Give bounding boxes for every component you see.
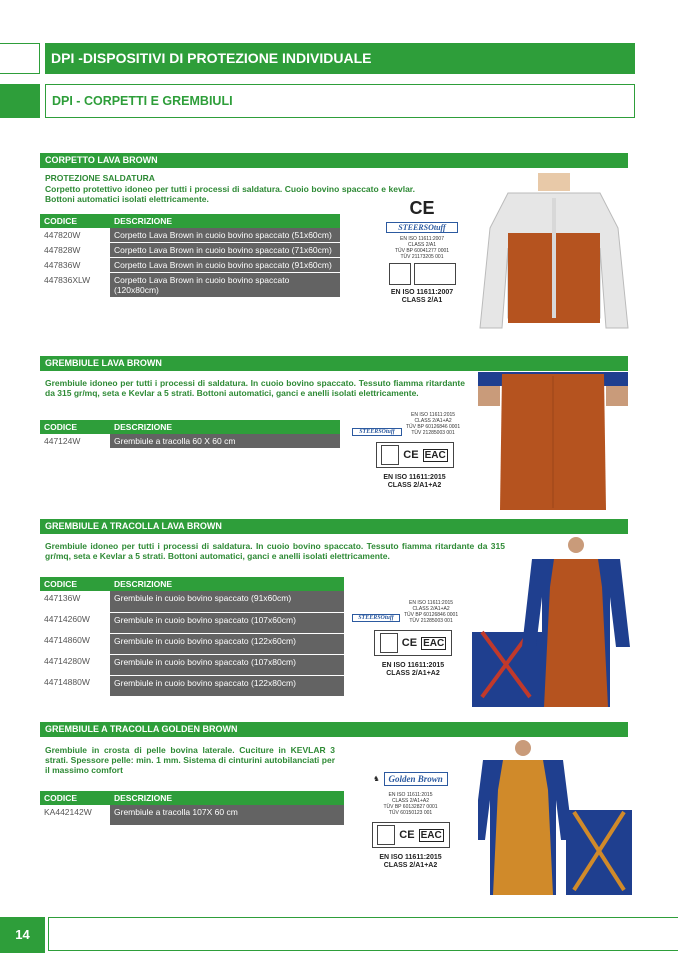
table-row xyxy=(40,612,344,633)
product-image-bib-apron xyxy=(470,537,630,707)
page-subtitle: DPI - CORPETTI E GREMBIULI xyxy=(45,84,635,118)
product-code: 447836XLW xyxy=(44,274,91,285)
section-title: CORPETTO LAVA BROWN xyxy=(40,153,628,168)
eac-mark: EAC xyxy=(424,449,446,461)
product-desc: Grembiule in cuoio bovino spaccato (122x80cm) xyxy=(110,675,344,696)
cert-line: TÜV 21173205 001 xyxy=(400,254,444,260)
cert-block xyxy=(372,198,472,305)
class-label: CLASS 2/A1+A2 xyxy=(387,482,442,489)
cert-block xyxy=(352,412,477,490)
bull-logo-icon: ♞ xyxy=(373,776,380,783)
standard-label: EN ISO 11611:2015 xyxy=(381,662,445,669)
class-label: CLASS 2/A1+A2 xyxy=(386,670,440,677)
cert-line: TÜV 21285003 001 xyxy=(409,618,453,624)
cert-line: CLASS 2/A1+A2 xyxy=(414,418,452,424)
cert-line: TÜV 60150123 001 xyxy=(388,810,433,816)
product-code: KA442142W xyxy=(44,807,92,817)
section-description: Grembiule idoneo per tutti i processi di saldatura. In cuoio bovino spaccato. Tessuto fiamma ritardante da 315 gr/mq, seta e Kevlar a 5 strati. Bottoni automatici, ganci e anelli isolati elettricamente. xyxy=(45,541,505,561)
product-desc: Grembiule a tracolla 107X 60 cm xyxy=(110,805,344,825)
product-desc: Grembiule in cuoio bovino spaccato (107x60cm) xyxy=(110,612,344,633)
cert-line: TÜV BP 60126846 0001 xyxy=(404,612,459,618)
product-table xyxy=(40,214,340,298)
product-desc: Corpetto Lava Brown in cuoio bovino spaccato (91x60cm) xyxy=(110,258,340,273)
brand-logo: Golden Brown xyxy=(384,772,448,786)
section-description: Corpetto protettivo idoneo per tutti i processi di saldatura. Cuoio bovino spaccato e kevlar. Bottoni automatici isolati elettricamente. xyxy=(45,184,415,204)
table-row xyxy=(40,273,340,298)
col-code-header: CODICE xyxy=(40,791,110,805)
cert-block xyxy=(348,772,473,870)
product-desc: Corpetto Lava Brown in cuoio bovino spaccato (71x60cm) xyxy=(110,243,340,258)
col-code-header: CODICE xyxy=(40,420,110,434)
product-image-jacket xyxy=(478,168,630,338)
cert-line: CLASS 2/A1+A2 xyxy=(391,798,430,804)
product-code: 44714880W xyxy=(44,677,90,687)
section-subheading: PROTEZIONE SALDATURA xyxy=(45,173,155,183)
section-title: GREMBIULE LAVA BROWN xyxy=(40,356,628,371)
table-row xyxy=(40,633,344,654)
product-table xyxy=(40,791,344,826)
table-row xyxy=(40,434,340,449)
standard-label: EN ISO 11611:2007 xyxy=(390,289,454,296)
brand-logo: STEERSOtuff xyxy=(352,428,402,436)
cert-line: TÜV BP 60132827 0001 xyxy=(383,804,438,810)
table-row xyxy=(40,591,344,612)
col-desc-header: DESCRIZIONE xyxy=(110,577,344,591)
product-desc: Grembiule in cuoio bovino spaccato (91x60cm) xyxy=(110,591,344,612)
cert-line: EN ISO 11611:2007 xyxy=(399,236,444,242)
pictogram-row xyxy=(372,263,472,285)
table-row xyxy=(40,805,344,825)
welding-pictogram-icon xyxy=(380,633,398,653)
product-code: 44714260W xyxy=(44,614,90,624)
pictogram-row xyxy=(372,822,450,848)
section-description: Grembiule in crosta di pelle bovina laterale. Cuciture in KEVLAR 3 strati. Spessore pelle: min. 1 mm. Sistema di cinturini autobilanciati per il massimo comfort xyxy=(45,745,335,775)
welding-pictogram-icon xyxy=(377,825,395,845)
welding-pictogram-icon xyxy=(389,263,411,285)
col-desc-header: DESCRIZIONE xyxy=(110,791,344,805)
header-left-block xyxy=(0,84,40,118)
product-desc: Corpetto Lava Brown in cuoio bovino spaccato (120x80cm) xyxy=(110,273,340,298)
product-code: 447820W xyxy=(44,230,81,240)
product-desc: Grembiule in cuoio bovino spaccato (122x60cm) xyxy=(110,633,344,654)
pictogram-row xyxy=(374,630,452,656)
eac-mark: EAC xyxy=(423,637,445,649)
product-code: 44714280W xyxy=(44,656,90,666)
col-code-header: CODICE xyxy=(40,577,110,591)
table-row xyxy=(40,675,344,696)
table-row xyxy=(40,258,340,273)
product-desc: Grembiule in cuoio bovino spaccato (107x80cm) xyxy=(110,654,344,675)
pictogram-row xyxy=(376,442,454,468)
product-code: 447136W xyxy=(44,593,81,603)
table-row xyxy=(40,654,344,675)
col-desc-header: DESCRIZIONE xyxy=(110,214,340,228)
cert-line: EN ISO 11611:2015 xyxy=(388,792,433,798)
class-label: CLASS 2/A1 xyxy=(401,297,443,304)
standard-label: EN ISO 11611:2015 xyxy=(383,474,446,481)
brand-logo: STEERSOtuff xyxy=(386,222,458,233)
cert-line: TÜV 21285003 001 xyxy=(411,430,455,436)
cert-line: EN ISO 11611:2015 xyxy=(411,412,456,418)
welding-pictogram-icon xyxy=(381,445,399,465)
section-description: Grembiule idoneo per tutti i processi di saldatura. In cuoio bovino spaccato. Tessuto fiamma ritardante da 315 gr/mq, seta e Kevlar a 5 strati. Bottoni automatici, ganci e anelli isolati elettricamente. xyxy=(45,378,465,398)
cert-line: EN ISO 11611:2015 xyxy=(409,600,454,606)
ce-mark: CE xyxy=(409,198,435,218)
cert-line: TÜV BP 60041277 0001 xyxy=(394,248,450,254)
product-desc: Corpetto Lava Brown in cuoio bovino spaccato (51x60cm) xyxy=(110,228,340,243)
product-code: 447828W xyxy=(44,244,81,255)
cert-block xyxy=(352,600,474,678)
section-title: GREMBIULE A TRACOLLA LAVA BROWN xyxy=(40,519,628,534)
info-pictogram-icon xyxy=(414,263,456,285)
col-desc-header: DESCRIZIONE xyxy=(110,420,340,434)
section-title: GREMBIULE A TRACOLLA GOLDEN BROWN xyxy=(40,722,628,737)
eac-mark: EAC xyxy=(420,829,442,841)
product-image-golden-apron xyxy=(478,740,633,895)
table-row xyxy=(40,243,340,258)
ce-mark: CE xyxy=(403,449,419,461)
cert-line: TÜV BP 60126846 0001 xyxy=(406,424,461,430)
ce-mark: CE xyxy=(399,829,415,841)
footer-bar xyxy=(48,917,678,951)
product-table xyxy=(40,577,344,697)
product-desc: Grembiule a tracolla 60 X 60 cm xyxy=(110,434,340,449)
class-label: CLASS 2/A1+A2 xyxy=(383,862,438,869)
brand-logo: STEERSOtuff xyxy=(352,614,400,622)
standard-label: EN ISO 11611:2015 xyxy=(379,854,442,861)
cert-line: CLASS 2/A1 xyxy=(407,242,437,248)
page-number: 14 xyxy=(0,917,45,953)
ce-mark: CE xyxy=(401,637,418,649)
header-left-box xyxy=(0,43,40,74)
page-title: DPI -DISPOSITIVI DI PROTEZIONE INDIVIDUALE xyxy=(45,43,635,74)
product-code: 44714860W xyxy=(44,635,90,645)
col-code-header: CODICE xyxy=(40,214,110,228)
cert-line: CLASS 2/A1+A2 xyxy=(412,606,450,612)
product-code: 447836W xyxy=(44,259,81,270)
product-code: 447124W xyxy=(44,436,81,446)
product-table xyxy=(40,420,340,449)
table-row xyxy=(40,228,340,243)
product-image-apron xyxy=(478,372,628,512)
